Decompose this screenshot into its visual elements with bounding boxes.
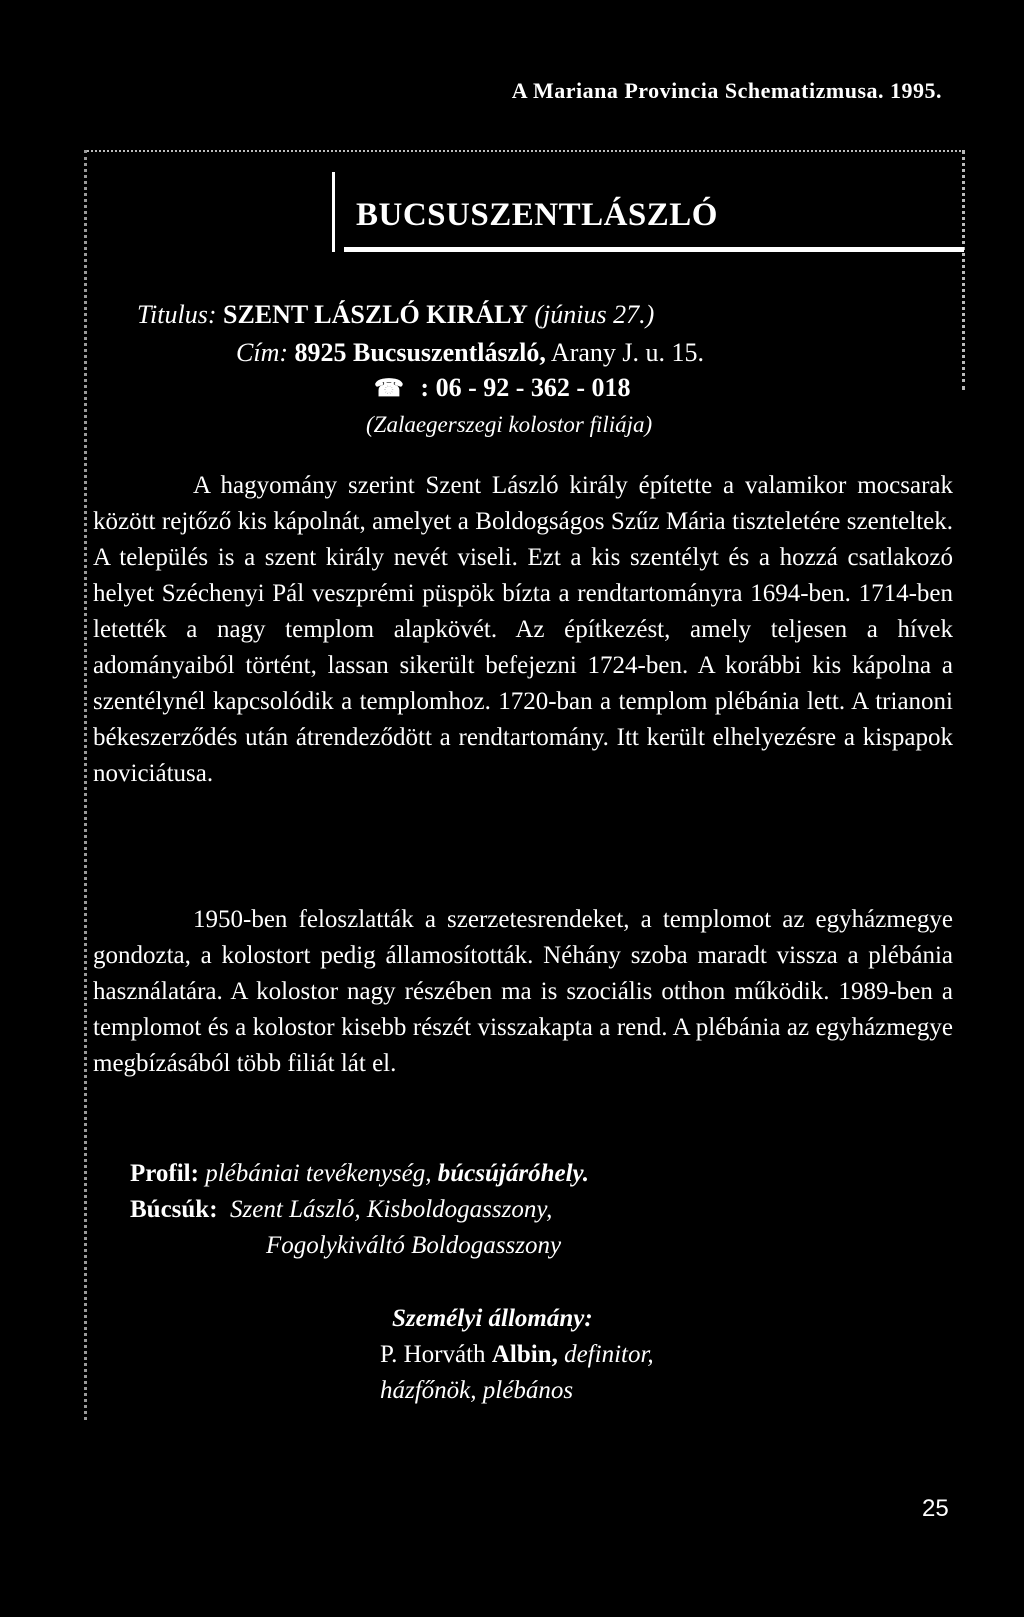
staff-member bbox=[380, 1341, 654, 1369]
bucsuk-line-2: Fogolykiváltó Boldogasszony bbox=[266, 1232, 562, 1259]
phone-line bbox=[374, 373, 631, 403]
decorative-frame-top bbox=[84, 150, 964, 152]
address-street: Arany J. u. 15. bbox=[550, 338, 705, 367]
telephone-icon: ☎ bbox=[374, 376, 404, 402]
bucsuk-line-1: Szent László, Kisboldogasszony, bbox=[230, 1196, 553, 1223]
page-number: 25 bbox=[922, 1495, 949, 1522]
profil-line bbox=[130, 1160, 589, 1188]
staff-prefix: P. Horváth bbox=[380, 1341, 486, 1368]
titulus-line bbox=[137, 300, 654, 330]
profil-value-1: plébániai tevékenység, bbox=[205, 1160, 432, 1187]
address-value: 8925 Bucsuszentlászló, bbox=[294, 338, 546, 367]
page-title: BUCSUSZENTLÁSZLÓ bbox=[356, 197, 718, 233]
staff-heading: Személyi állomány: bbox=[392, 1305, 593, 1332]
decorative-frame-left bbox=[84, 150, 87, 1420]
bucsuk-line bbox=[130, 1196, 552, 1224]
running-head: A Mariana Provincia Schematizmusa. 1995. bbox=[511, 78, 942, 103]
address-line bbox=[236, 338, 704, 368]
titulus-label: Titulus: bbox=[137, 300, 217, 329]
phone-number: : 06 - 92 - 362 - 018 bbox=[420, 373, 631, 402]
profil-label: Profil: bbox=[130, 1160, 199, 1187]
staff-role-1: definitor, bbox=[564, 1341, 654, 1368]
bucsuk-label: Búcsúk: bbox=[130, 1196, 218, 1223]
title-underline bbox=[344, 247, 964, 252]
paragraph-2-text: 1950-ben feloszlatták a szerzetesrendeket, a templomot az egyházmegye gondozta, a kolostort pedig államosították. Néhány szoba maradt vissza a plébánia használatára. A kolostor nagy részében ma is szociális otthon működik. 1989-ben a templomot és a kolostor kisebb részét visszakapta a rend. A plébánia az egyházmegye megbízásából több filiát lát el. bbox=[93, 906, 953, 1077]
staff-role-2: házfőnök, plébános bbox=[380, 1377, 574, 1404]
profil-value-2: búcsújáróhely. bbox=[437, 1160, 589, 1187]
titulus-date: (június 27.) bbox=[534, 300, 655, 329]
address-label: Cím: bbox=[236, 338, 288, 367]
titulus-value: SZENT LÁSZLÓ KIRÁLY bbox=[222, 300, 528, 329]
staff-name: Albin, bbox=[491, 1341, 558, 1368]
paragraph-1-text: A hagyomány szerint Szent László király építette a valamikor mocsarak között rejtőző kis kápolnát, amelyet a Boldogságos Szűz Mária tiszteletére szenteltek. A település is a szent király nevét viseli. Ezt a kis szentélyt és a hozzá csatlakozó helyet Széchenyi Pál veszprémi püspök bízta a rendtartományra 1694-ben. 1714-ben letették a nagy templom alapkövét. Az építkezést, amely teljesen a hívek adományaiból történt, lassan sikerült befejezni 1724-ben. A korábbi kis kápolna a szentélynél kapcsolódik a templomhoz. 1720-ban a templom plébánia lett. A trianoni békeszerződés után átrendeződött a rendtartomány. Itt került elhelyezésre a kispapok noviciátusa. bbox=[93, 472, 953, 787]
history-paragraph-1 bbox=[93, 468, 953, 792]
history-paragraph-2 bbox=[93, 902, 953, 1082]
filia-note: (Zalaegerszegi kolostor filiája) bbox=[366, 412, 653, 437]
